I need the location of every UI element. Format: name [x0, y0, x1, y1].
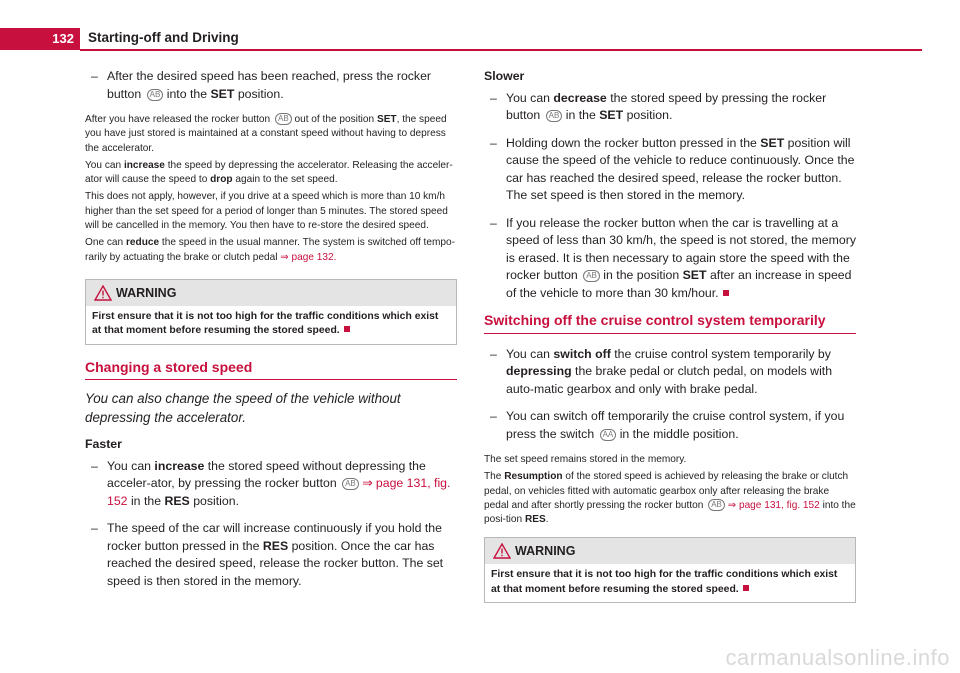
note-paragraph: This does not apply, however, if you drive at a speed which is more than 10 km/h higher than the set speed for a period of longer than 5 minutes. The stored speed will be cancelled in the memory. You then have to re-store the desired speed.	[85, 191, 448, 232]
warning-title: WARNING	[116, 285, 177, 300]
rocker-button-key: AB	[147, 89, 164, 101]
warning-box	[484, 537, 856, 603]
end-marker	[344, 326, 350, 332]
note-paragraph: One can reduce the speed in the usual manner. The system is switched off tempo-rarily by actuating the brake or clutch pedal ⇒ page 132.	[85, 237, 455, 263]
rocker-button-key: AB	[708, 499, 725, 511]
header-rule	[80, 49, 922, 51]
warning-text: First ensure that it is not too high for the traffic conditions which exist at that moment before resuming the stored speed.	[491, 569, 838, 595]
note-paragraph: The Resumption of the stored speed is achieved by releasing the brake or clutch pedal, on vehicles fitted with automatic gearbox only after releasing the brake pedal and after shortly pressing the rocker button AB ⇒ page 131, fig. 152 into the posi-tion RES.	[484, 471, 856, 526]
warning-header	[86, 280, 456, 306]
list-item: – Holding down the rocker button pressed in the SET position will cause the speed of the vehicle to reduce continuously. Once the car has reached the desired speed, release the rocker button. The set speed is then stored in the memory.	[490, 135, 855, 202]
list-item: – You can switch off the cruise control system temporarily by depressing the brake pedal or clutch pedal, on models with auto-matic gearbox and only with brake pedal.	[490, 346, 833, 396]
chapter-title: Starting-off and Driving	[88, 30, 239, 45]
page-link[interactable]: ⇒ page 131, fig. 152	[727, 499, 820, 511]
list-item: – The speed of the car will increase continuously if you hold the rocker button pressed in the RES position. Once the car has reached the desired speed, release the rocker button. The set speed is then stored in the memory.	[91, 521, 444, 588]
watermark: carmanualsonline.info	[725, 645, 950, 670]
list-item: – You can switch off temporarily the cruise control system, if you press the switch AA in the middle position.	[490, 409, 845, 441]
page-link[interactable]: ⇒ page 131, fig. 152	[107, 476, 451, 508]
rocker-button-key: AB	[275, 113, 292, 125]
left-column	[85, 68, 457, 600]
list-item: – You can decrease the stored speed by pressing the rocker button AB in the SET position.	[490, 90, 827, 122]
warning-text: First ensure that it is not too high for the traffic conditions which exist at that moment before resuming the stored speed.	[92, 310, 439, 337]
rocker-button-key: AB	[342, 478, 359, 490]
warning-box	[85, 279, 457, 345]
section-heading: Changing a stored speed	[85, 359, 457, 381]
warning-triangle-icon	[94, 285, 112, 301]
warning-triangle-icon	[493, 543, 511, 559]
rocker-button-key: AB	[583, 270, 600, 282]
section-heading: Switching off the cruise control system temporarily	[484, 312, 856, 334]
warning-title: WARNING	[515, 544, 576, 559]
list-item: – If you release the rocker button when the car is travelling at a speed of less than 30 km/h, the speed is not stored, the memory is erased. It is then necessary to again store the speed with the rocker button AB in the position SET after an increase in speed of the vehicle to more than 30 km/hour.	[490, 215, 856, 300]
page-number: 132	[0, 28, 80, 50]
section-lead: You can also change the speed of the vehicle without depressing the accelerator.	[85, 391, 401, 426]
warning-header	[485, 538, 855, 564]
note-paragraph: You can increase the speed by depressing the accelerator. Releasing the acceler-ator will cause the speed to drop again to the set speed.	[85, 159, 453, 186]
page-link[interactable]: ⇒ page 132.	[280, 251, 337, 263]
switch-key: AA	[600, 429, 617, 441]
list-item: – You can increase the stored speed without depressing the acceler-ator, by pressing the rocker button AB ⇒ page 131, fig. 152 in the RES position.	[91, 458, 451, 508]
list-item: – After the desired speed has been reached, press the rocker button AB into the SET position.	[91, 69, 432, 101]
note-paragraph: After you have released the rocker button AB out of the position SET, the speed you have just stored is maintained at a constant speed without having to depress the accelerator.	[85, 114, 447, 154]
note-paragraph: The set speed remains stored in the memory.	[484, 454, 687, 465]
subheading-slower: Slower	[484, 69, 525, 83]
right-column	[484, 68, 856, 613]
end-marker	[723, 290, 729, 296]
subheading-faster: Faster	[85, 437, 122, 452]
end-marker	[743, 585, 749, 591]
rocker-button-key: AB	[546, 110, 563, 122]
